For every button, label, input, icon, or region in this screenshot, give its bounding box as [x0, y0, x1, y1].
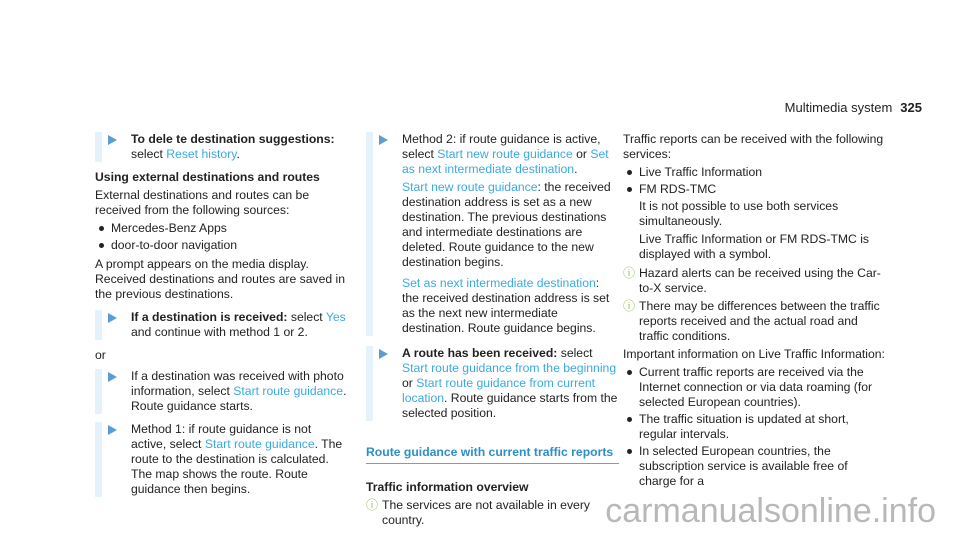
arrow-right-icon	[108, 313, 117, 323]
start-new-route-guidance-link[interactable]: Start new route guidance	[437, 147, 573, 161]
start-from-beginning-link[interactable]: Start route guidance from the beginning	[402, 361, 617, 375]
info-list	[623, 365, 888, 489]
heading-external-destinations: Using external destinations and routes	[95, 170, 320, 184]
note-text: There may be differences between the traffic reports received and the actual road and traffic conditions.	[639, 299, 880, 343]
step-text: If a destination was received with photo information, select	[131, 369, 344, 398]
page-number: 325	[900, 100, 922, 115]
section-heading: Route guidance with current traffic reports	[366, 445, 619, 464]
step-method-2	[366, 132, 619, 336]
step-method-1	[95, 422, 348, 497]
step-text: .	[236, 147, 240, 161]
start-from-current-location-link[interactable]: Start route guidance from current location	[402, 376, 596, 405]
note	[623, 266, 888, 296]
note-text: The services are not available in every country.	[382, 498, 590, 527]
column-2	[366, 132, 619, 531]
paragraph: Important information on Live Traffic Information:	[623, 347, 885, 361]
step-text: select	[287, 310, 326, 324]
info-icon: ⓘ	[366, 498, 379, 512]
list-item: Current traffic reports are received via the Internet connection or via data roaming (for selected European countries).	[623, 365, 888, 410]
info-icon: ⓘ	[623, 266, 636, 280]
list-item: The traffic situation is updated at short, regular intervals.	[623, 412, 888, 442]
list-item: Mercedes-Benz Apps	[95, 221, 348, 236]
paragraph: External destinations and routes can be received from the following sources:	[95, 188, 310, 217]
subheading: Traffic information overview	[366, 480, 529, 494]
note-text: Hazard alerts can be received using the Car-to-X service.	[639, 266, 881, 295]
list-item-detail: It is not possible to use both services simultaneously.	[639, 199, 839, 228]
services-list	[623, 165, 888, 262]
set-as-next-intermediate-link[interactable]: Set as next intermediate destination	[402, 147, 609, 176]
step-destination-received	[95, 310, 348, 340]
list-item: Live Traffic Information	[623, 165, 888, 180]
note	[623, 299, 888, 344]
step-text: select	[131, 147, 167, 161]
step-delete-suggestions	[95, 132, 348, 162]
step-text: . Route guidance starts.	[131, 384, 347, 413]
step-title: If a destination is received:	[131, 310, 288, 324]
start-new-route-guidance-link[interactable]: Start new route guidance	[402, 180, 538, 194]
or-text: or	[95, 348, 106, 362]
list-item-text: FM RDS-TMC	[639, 182, 717, 196]
yes-link[interactable]: Yes	[325, 310, 346, 324]
column-1	[95, 132, 348, 505]
arrow-right-icon	[379, 349, 388, 359]
set-as-next-intermediate-link[interactable]: Set as next intermediate destination	[402, 276, 596, 290]
arrow-right-icon	[108, 372, 117, 382]
reset-history-link[interactable]: Reset history	[166, 147, 237, 161]
step-photo-info	[95, 369, 348, 414]
step-text: .	[574, 162, 578, 176]
step-text: or	[402, 376, 417, 390]
start-route-guidance-link[interactable]: Start route guidance	[233, 384, 344, 398]
info-icon: ⓘ	[623, 299, 636, 313]
list-item	[623, 182, 888, 262]
step-route-received	[366, 346, 619, 421]
column-3	[623, 132, 888, 493]
step-text: or	[572, 147, 591, 161]
note	[366, 498, 619, 528]
arrow-right-icon	[108, 135, 117, 145]
list-item-detail: Live Traffic Information or FM RDS-TMC is displayed with a symbol.	[639, 232, 870, 261]
paragraph: Traffic reports can be received with the following services:	[623, 132, 884, 161]
list-item: In selected European countries, the subscription service is available free of charge for a	[623, 444, 888, 489]
step-title: To dele te destination suggestions:	[131, 132, 335, 146]
list-item: door-to-door navigation	[95, 238, 348, 253]
step-text: Method 2: if route guidance is active, select	[402, 132, 601, 161]
start-route-guidance-link[interactable]: Start route guidance	[204, 437, 315, 451]
step-text: : the received destination address is set as a new destination. The previous destinations and intermediate destinations are deleted. Route guidance to the new destination begins.	[402, 180, 611, 269]
step-text: . The route to the destination is calculated. The map shows the route. Route guidance then begins.	[131, 437, 343, 496]
step-text: and continue with method 1 or 2.	[131, 325, 308, 339]
step-text: Method 1: if route guidance is not active, select	[131, 422, 312, 451]
arrow-right-icon	[108, 425, 117, 435]
watermark: carmanualsonline.info	[605, 492, 936, 530]
paragraph: A prompt appears on the media display. Received destinations and routes are saved in the previous destinations.	[95, 257, 345, 301]
page-header	[785, 100, 922, 115]
step-text: : the received destination address is set as the next new intermediate destination. Route guidance begins.	[402, 276, 610, 335]
arrow-right-icon	[379, 135, 388, 145]
step-text: select	[557, 346, 593, 360]
sources-list	[95, 221, 348, 253]
step-title: A route has been received:	[402, 346, 558, 360]
step-text: . Route guidance starts from the selected position.	[402, 391, 618, 420]
section-title: Multimedia system	[784, 100, 893, 115]
